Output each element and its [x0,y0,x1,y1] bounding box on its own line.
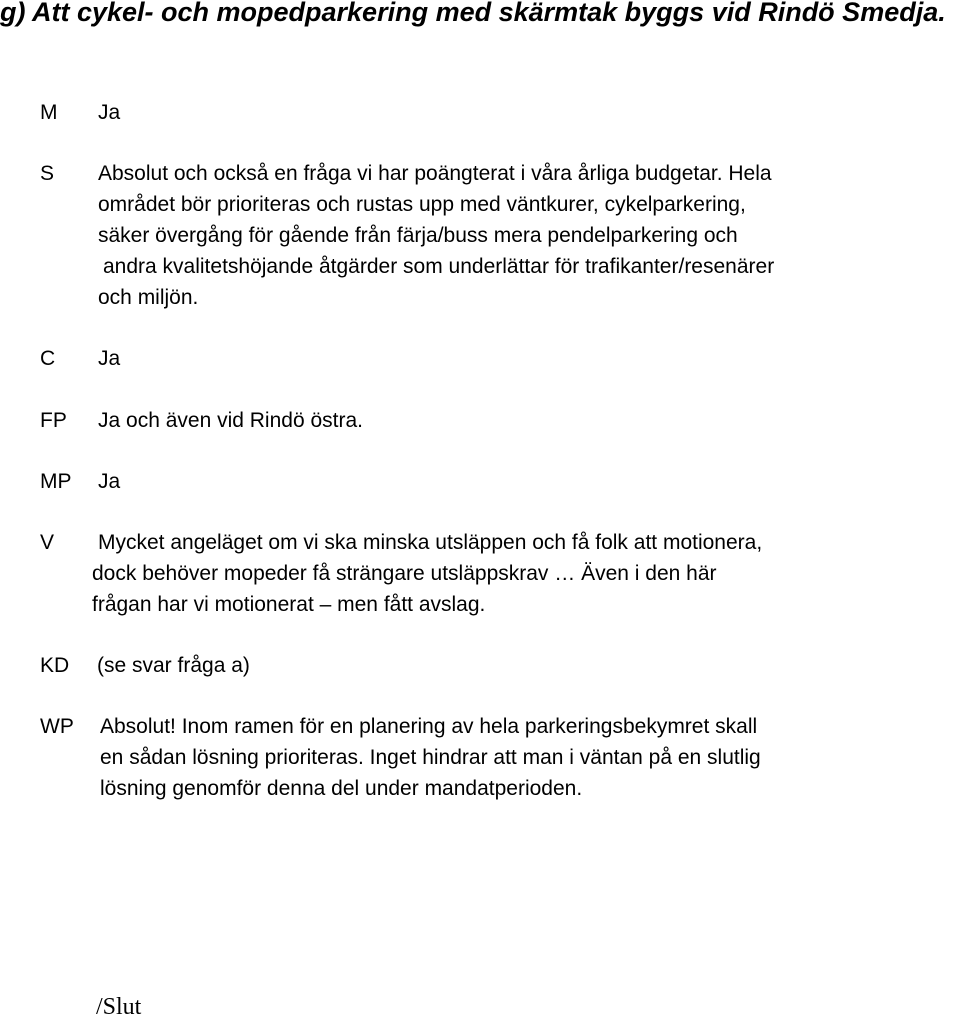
question-heading: g) Att cykel- och mopedparkering med skärmtak byggs vid Rindö Smedja. [0,0,946,27]
answer-line-wp-1: Absolut! Inom ramen för en planering av hela parkeringsbekymret skall [100,715,758,738]
answer-line-s-5: och miljön. [98,286,199,309]
answer-line-s-1: Absolut och också en fråga vi har poängterat i våra årliga budgetar. Hela [98,162,772,185]
answer-line-mp-1: Ja [98,470,121,493]
party-label-mp: MP [40,470,72,493]
answer-line-v-2: dock behöver mopeder få strängare utsläppskrav … Även i den här [92,562,717,585]
answer-line-fp-1: Ja och även vid Rindö östra. [98,409,363,432]
answer-line-s-2: området bör prioriteras och rustas upp med väntkurer, cykelparkering, [98,193,746,216]
party-label-c: C [40,347,56,370]
answer-line-s-4: andra kvalitetshöjande åtgärder som underlättar för trafikanter/resenärer [103,255,775,278]
answer-line-kd-1: (se svar fråga a) [97,654,250,677]
answer-line-s-3: säker övergång för gående från färja/buss mera pendelparkering och [98,224,738,247]
answer-line-wp-2: en sådan lösning prioriteras. Inget hindrar att man i väntan på en slutlig [100,746,761,769]
party-label-wp: WP [40,715,74,738]
party-label-v: V [40,531,55,554]
party-label-fp: FP [40,409,67,432]
answer-line-m-1: Ja [98,101,121,124]
end-mark: /Slut [96,994,142,1020]
answer-line-c-1: Ja [98,347,121,370]
party-label-m: M [40,101,58,124]
party-label-s: S [40,162,55,185]
answer-line-wp-3: lösning genomför denna del under mandatperioden. [100,777,583,800]
answer-line-v-1: Mycket angeläget om vi ska minska utsläppen och få folk att motionera, [98,531,763,554]
answer-line-v-3: frågan har vi motionerat – men fått avslag. [92,593,486,616]
party-label-kd: KD [40,654,70,677]
